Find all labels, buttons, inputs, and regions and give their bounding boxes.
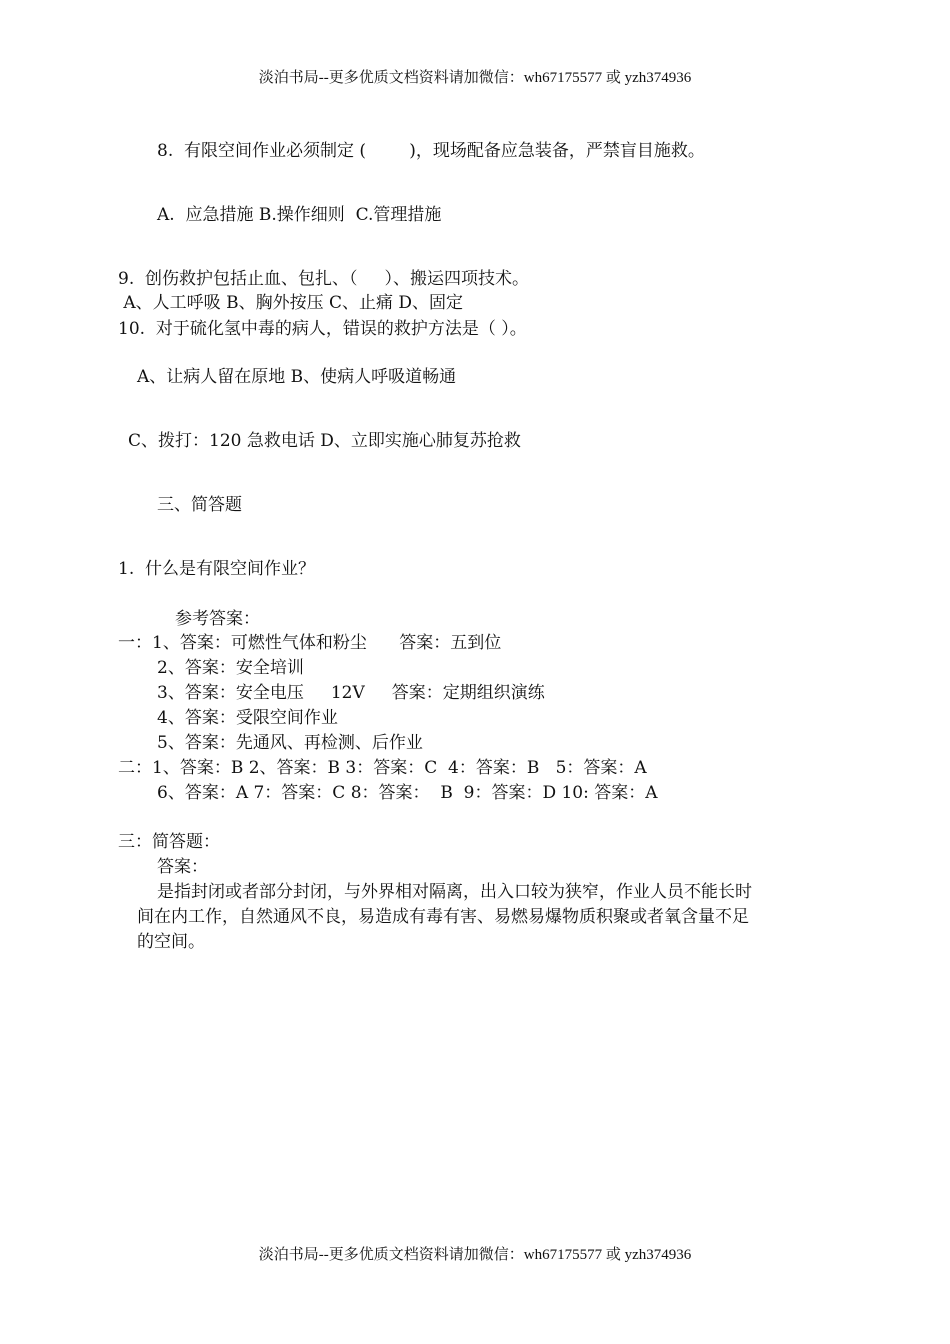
answer-body-line: 的空间。 [137, 932, 205, 952]
question-8-options: A. 应急措施 B.操作细则 C.管理措施 [157, 205, 442, 225]
question-9-options: A、人工呼吸 B、胸外按压 C、止痛 D、固定 [118, 293, 464, 313]
question-8: 8. 有限空间作业必须制定 ( )，现场配备应急装备，严禁盲目施救。 [157, 141, 705, 161]
answer-line: 5、答案：先通风、再检测、后作业 [157, 733, 423, 753]
question-10: 10. 对于硫化氢中毒的病人，错误的救护方法是（ ）。 [118, 319, 527, 339]
answer-line: 一：1、答案：可燃性气体和粉尘 答案：五到位 [118, 633, 502, 653]
answers-part3-title: 三：简答题： [118, 832, 220, 852]
page-footer: 淡泊书局--更多优质文档资料请加微信：wh67175577 或 yzh374936 [258, 1247, 692, 1263]
answer-line: 3、答案：安全电压 12V 答案：定期组织演练 [157, 683, 545, 703]
answer-line: 2、答案：安全培训 [157, 658, 304, 678]
question-10-options-ab: A、让病人留在原地 B、使病人呼吸道畅通 [137, 367, 457, 387]
answer-body-line: 是指封闭或者部分封闭，与外界相对隔离，出入口较为狭窄，作业人员不能长时 [157, 882, 752, 902]
short-answer-question-1: 1. 什么是有限空间作业？ [118, 559, 316, 579]
page-header: 淡泊书局--更多优质文档资料请加微信：wh67175577 或 yzh374936 [258, 70, 692, 86]
answers-part3-label: 答案： [157, 857, 208, 877]
question-9: 9. 创伤救护包括止血、包扎、（ ）、搬运四项技术。 [118, 269, 530, 289]
answer-line: 6、答案：A 7：答案：C 8：答案： B 9：答案：D 10: 答案：A [157, 783, 658, 803]
answers-title: 参考答案： [175, 609, 260, 629]
answer-line: 二：1、答案：B 2、答案：B 3：答案：C 4：答案：B 5：答案：A [118, 758, 647, 778]
section-heading: 三、简答题 [157, 495, 242, 515]
answer-line: 4、答案：受限空间作业 [157, 708, 338, 728]
question-10-options-cd: C、拨打：120 急救电话 D、立即实施心肺复苏抢救 [128, 431, 521, 451]
answer-body-line: 间在内工作，自然通风不良，易造成有毒有害、易燃易爆物质积聚或者氧含量不足 [137, 907, 749, 927]
